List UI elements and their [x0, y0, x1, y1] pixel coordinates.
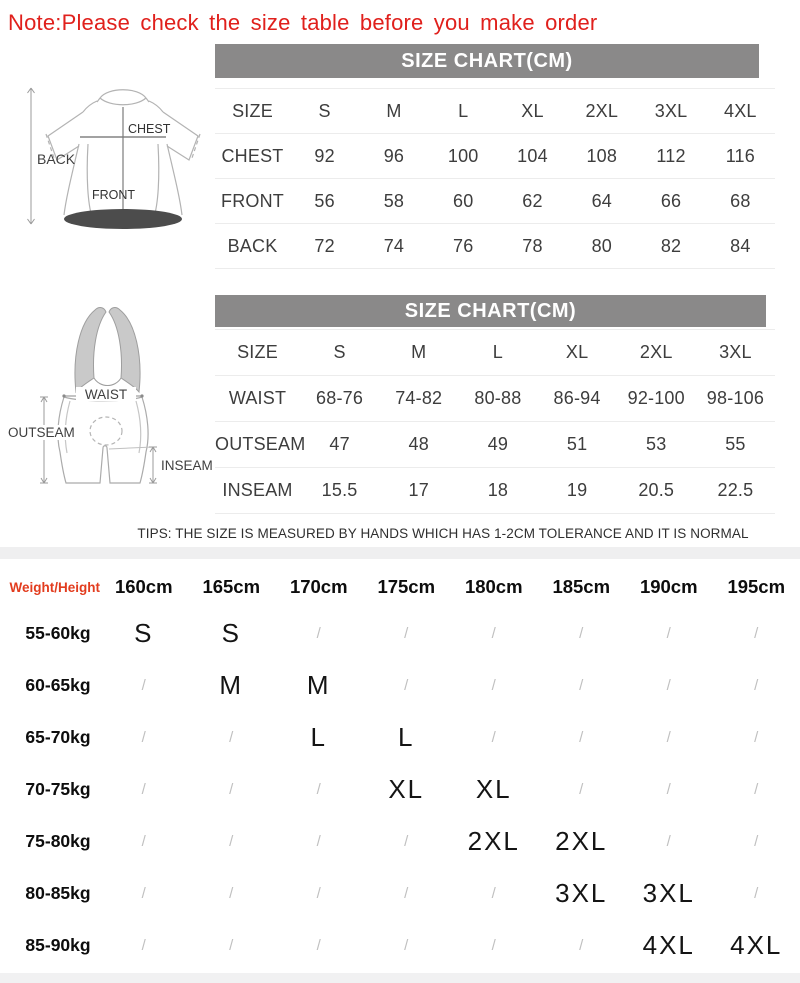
size-column-header: M [379, 342, 458, 363]
weight-height-corner-label: Weight/Height [0, 580, 100, 595]
size-recommendation-cell: / [100, 937, 188, 954]
size-recommendation-cell: / [450, 937, 538, 954]
jersey-chart-title-bar: SIZE CHART(CM) [215, 44, 759, 78]
measure-value: 96 [359, 146, 428, 167]
size-recommendation-cell: / [625, 625, 713, 642]
weight-range-label: 55-60kg [0, 623, 100, 644]
size-recommendation-cell: / [450, 677, 538, 694]
jersey-table-row [215, 223, 775, 268]
size-recommendation-cell: / [363, 833, 451, 850]
size-recommendation-cell: / [100, 677, 188, 694]
tolerance-tips-text: TIPS: THE SIZE IS MEASURED BY HANDS WHICH HAS 1-2CM TOLERANCE AND IT IS NORMAL [0, 526, 800, 541]
measure-value: 53 [617, 434, 696, 455]
size-recommendation-cell: / [713, 885, 800, 902]
size-recommendation-cell: 4XL [713, 930, 800, 961]
measure-value: 72 [290, 236, 359, 257]
measure-value: 18 [458, 480, 537, 501]
size-recommendation-cell: / [450, 729, 538, 746]
size-recommendation-cell: / [100, 885, 188, 902]
size-recommendation-cell: / [275, 937, 363, 954]
size-recommendation-cell: / [713, 781, 800, 798]
size-recommendation-cell: / [363, 937, 451, 954]
outseam-label: OUTSEAM [8, 425, 75, 440]
size-recommendation-cell: / [625, 833, 713, 850]
measure-value: 68 [706, 191, 775, 212]
waist-label: WAIST [85, 387, 127, 402]
measure-value: 64 [567, 191, 636, 212]
chest-label: CHEST [128, 122, 171, 136]
size-column-header: S [290, 101, 359, 122]
measure-value: 22.5 [696, 480, 775, 501]
size-note-banner: Note:Please check the size table before you make order [8, 10, 800, 36]
weight-height-row [0, 919, 800, 971]
jersey-diagram [0, 44, 215, 284]
size-recommendation-cell: / [363, 677, 451, 694]
size-column-header: XL [498, 101, 567, 122]
size-recommendation-cell: / [188, 885, 276, 902]
size-recommendation-cell: / [538, 677, 626, 694]
size-recommendation-cell: / [713, 677, 800, 694]
measure-value: 60 [429, 191, 498, 212]
size-recommendation-cell: / [275, 781, 363, 798]
bib-measure-illustration [0, 300, 215, 505]
measure-value: 100 [429, 146, 498, 167]
jersey-size-section [0, 44, 800, 284]
measure-value: 55 [696, 434, 775, 455]
size-recommendation-cell: 2XL [450, 826, 538, 857]
size-column-header: 3XL [696, 342, 775, 363]
jersey-size-chart [215, 44, 800, 284]
height-column-header: 175cm [363, 576, 451, 598]
weight-height-row [0, 867, 800, 919]
bib-straps [75, 308, 140, 392]
measure-value: 49 [458, 434, 537, 455]
section-divider [0, 547, 800, 559]
size-recommendation-cell: M [275, 670, 363, 701]
size-column-header: 4XL [706, 101, 775, 122]
measure-value: 68-76 [300, 388, 379, 409]
weight-height-header-row [0, 567, 800, 607]
measure-value: 86-94 [537, 388, 616, 409]
weight-range-label: 85-90kg [0, 935, 100, 956]
size-column-header: 2XL [567, 101, 636, 122]
size-recommendation-cell: / [713, 625, 800, 642]
jersey-table-row [215, 178, 775, 223]
jersey-size-header-row [215, 88, 775, 133]
bottom-strip [0, 973, 800, 983]
size-recommendation-cell: 3XL [625, 878, 713, 909]
measure-value: 51 [537, 434, 616, 455]
measure-value: 80 [567, 236, 636, 257]
size-recommendation-cell: / [538, 781, 626, 798]
measure-value: 98-106 [696, 388, 775, 409]
jersey-hem [64, 209, 182, 229]
measure-value: 80-88 [458, 388, 537, 409]
measure-value: 19 [537, 480, 616, 501]
size-recommendation-cell: 2XL [538, 826, 626, 857]
size-row-label: SIZE [215, 101, 290, 122]
bib-chart-title-bar: SIZE CHART(CM) [215, 295, 766, 327]
size-row-label: SIZE [215, 342, 300, 363]
size-column-header: S [300, 342, 379, 363]
size-column-header: 2XL [617, 342, 696, 363]
jersey-measure-illustration [0, 84, 215, 284]
measure-label: WAIST [215, 388, 300, 409]
measure-label: CHEST [215, 146, 290, 167]
measure-value: 48 [379, 434, 458, 455]
measure-value: 116 [706, 146, 775, 167]
height-column-header: 170cm [275, 576, 363, 598]
jersey-table-row [215, 133, 775, 178]
size-recommendation-cell: / [625, 781, 713, 798]
jersey-size-table [215, 88, 775, 269]
size-recommendation-cell: / [275, 625, 363, 642]
size-recommendation-cell: / [188, 781, 276, 798]
size-recommendation-cell: 3XL [538, 878, 626, 909]
size-recommendation-cell: / [188, 833, 276, 850]
height-column-header: 190cm [625, 576, 713, 598]
measure-value: 66 [636, 191, 705, 212]
weight-range-label: 65-70kg [0, 727, 100, 748]
height-column-header: 180cm [450, 576, 538, 598]
height-column-header: 165cm [188, 576, 276, 598]
size-recommendation-cell: / [188, 729, 276, 746]
measure-value: 15.5 [300, 480, 379, 501]
measure-value: 56 [290, 191, 359, 212]
measure-value: 84 [706, 236, 775, 257]
bib-table-row [215, 467, 775, 513]
back-label: BACK [37, 151, 76, 167]
size-recommendation-cell: / [538, 729, 626, 746]
measure-label: INSEAM [215, 480, 300, 501]
size-recommendation-cell: / [625, 729, 713, 746]
size-recommendation-cell: / [538, 625, 626, 642]
measure-value: 108 [567, 146, 636, 167]
height-column-header: 195cm [713, 576, 800, 598]
measure-label: OUTSEAM [215, 434, 300, 455]
weight-height-row [0, 815, 800, 867]
measure-value: 78 [498, 236, 567, 257]
front-label: FRONT [92, 188, 135, 202]
size-recommendation-cell: / [538, 937, 626, 954]
height-column-header: 160cm [100, 576, 188, 598]
weight-height-row [0, 659, 800, 711]
weight-height-row [0, 763, 800, 815]
size-recommendation-cell: XL [450, 774, 538, 805]
weight-range-label: 80-85kg [0, 883, 100, 904]
weight-height-row [0, 607, 800, 659]
measure-value: 74-82 [379, 388, 458, 409]
weight-range-label: 70-75kg [0, 779, 100, 800]
size-recommendation-cell: / [363, 885, 451, 902]
size-recommendation-cell: S [188, 618, 276, 649]
bib-size-chart [215, 295, 800, 514]
size-recommendation-cell: L [363, 722, 451, 753]
size-column-header: XL [537, 342, 616, 363]
measure-value: 17 [379, 480, 458, 501]
weight-height-row [0, 711, 800, 763]
bib-size-table [215, 329, 775, 514]
size-recommendation-cell: 4XL [625, 930, 713, 961]
measure-value: 112 [636, 146, 705, 167]
bib-size-section [0, 295, 800, 514]
size-recommendation-cell: / [100, 729, 188, 746]
measure-value: 74 [359, 236, 428, 257]
measure-value: 47 [300, 434, 379, 455]
measure-value: 20.5 [617, 480, 696, 501]
size-recommendation-cell: L [275, 722, 363, 753]
size-recommendation-cell: / [713, 729, 800, 746]
measure-value: 92 [290, 146, 359, 167]
size-recommendation-cell: M [188, 670, 276, 701]
size-column-header: M [359, 101, 428, 122]
measure-value: 76 [429, 236, 498, 257]
measure-value: 62 [498, 191, 567, 212]
size-recommendation-cell: XL [363, 774, 451, 805]
weight-height-table [0, 567, 800, 971]
size-column-header: 3XL [636, 101, 705, 122]
weight-range-label: 60-65kg [0, 675, 100, 696]
back-measure-line [28, 88, 35, 224]
size-recommendation-cell: S [100, 618, 188, 649]
size-recommendation-cell: / [625, 677, 713, 694]
measure-value: 104 [498, 146, 567, 167]
size-recommendation-cell: / [275, 885, 363, 902]
height-column-header: 185cm [538, 576, 626, 598]
bib-table-row [215, 375, 775, 421]
measure-value: 82 [636, 236, 705, 257]
size-recommendation-cell: / [713, 833, 800, 850]
size-recommendation-cell: / [450, 885, 538, 902]
measure-label: FRONT [215, 191, 290, 212]
chamois-pad [90, 417, 122, 445]
size-recommendation-cell: / [275, 833, 363, 850]
size-column-header: L [429, 101, 498, 122]
size-recommendation-cell: / [450, 625, 538, 642]
bib-diagram [0, 295, 215, 514]
size-column-header: L [458, 342, 537, 363]
size-recommendation-cell: / [100, 781, 188, 798]
size-recommendation-cell: / [100, 833, 188, 850]
inseam-label: INSEAM [161, 458, 213, 473]
size-recommendation-cell: / [363, 625, 451, 642]
weight-range-label: 75-80kg [0, 831, 100, 852]
measure-label: BACK [215, 236, 290, 257]
measure-value: 92-100 [617, 388, 696, 409]
bib-table-row [215, 421, 775, 467]
size-recommendation-cell: / [188, 937, 276, 954]
bib-size-header-row [215, 329, 775, 375]
inseam-measure-line [109, 447, 157, 483]
measure-value: 58 [359, 191, 428, 212]
